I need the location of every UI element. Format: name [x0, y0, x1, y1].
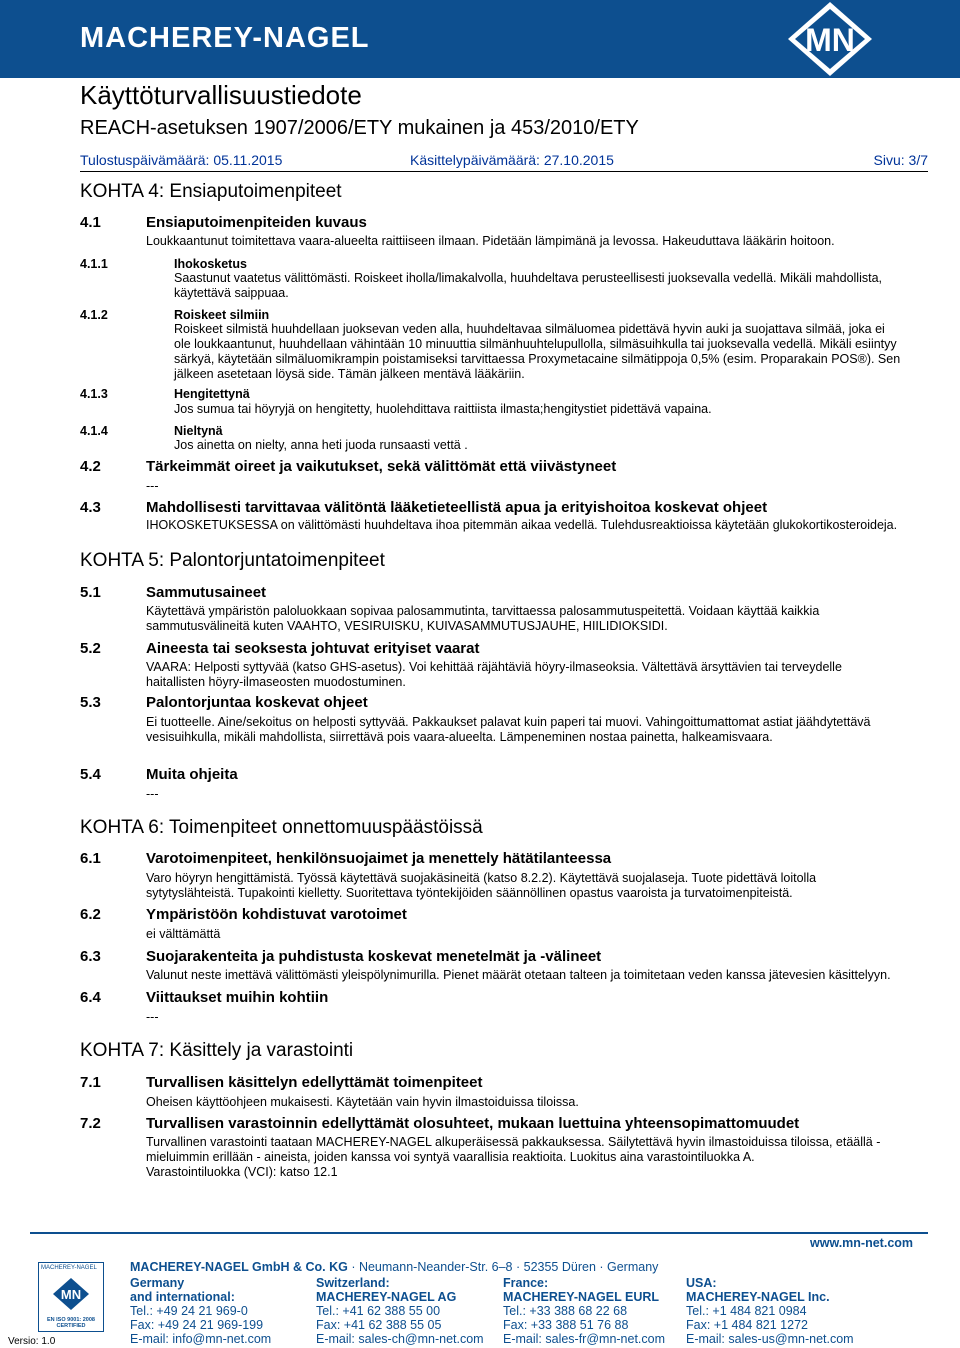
section-7-title: KOHTA 7: Käsittely ja varastointi	[80, 1040, 354, 1061]
subsection-label: Ympäristöön kohdistuvat varotoimet	[146, 906, 407, 923]
text-line: Ei tuotteelle. Aine/sekoitus on helposti syttyvää. Pakkaukset palavat kuin paperi tai muovi. Vahingoittumattomat astiat jäähdytettävä	[146, 715, 871, 729]
subsection-label: Sammutusaineet	[146, 584, 267, 601]
subsection-5-1-text	[146, 604, 819, 634]
subsection-4-3-text	[146, 518, 897, 533]
text-line: Varo höyryn hengittämistä. Työssä käytettävä suojakäsineitä (katso 8.2.2). Käytettävä suojalaseja. Tuote pidettävä loitolla	[146, 871, 817, 885]
company-address: · Neumann-Neander-Str. 6–8 · 52355 Düren · Germany	[347, 1260, 659, 1274]
subsection-4-2-text	[146, 479, 159, 494]
subsection-number: 5.1	[80, 584, 101, 601]
subsection-number: 7.2	[80, 1115, 101, 1132]
subsection-number: 6.4	[80, 989, 101, 1006]
mn-logo-icon	[51, 1277, 91, 1311]
text-line: Turvallinen varastointi taataan MACHEREY-NAGEL alkuperäisessä pakkauksessa. Säilytettävä hyvin ilmastoiduissa tiloissa, etäällä -	[146, 1135, 881, 1149]
subsection-number: 4.1.4	[80, 424, 108, 438]
text-line: Loukkaantunut toimitettava vaara-alueelta raittiiseen ilmaan. Pidetään lämpimänä ja levossa. Hakeuduttava lääkärin hoitoon.	[146, 234, 835, 248]
subsection-6-1-text	[146, 871, 816, 901]
subsection-number: 4.1.1	[80, 257, 108, 271]
text-line: sytytyslähteistä. Tupakointi kielletty. Suoritettava työntekijöiden säännöllinen opastus vaaroista ja turvatoimenpiteistä.	[146, 886, 793, 900]
contact-heading: Germany	[130, 1276, 185, 1290]
text-line: Saastunut vaatetus välittömästi. Roiskeet iholla/limakalvolla, huuhdeltava perusteellisesti juoksevalla vedellä. Mikäli mahdollista,	[174, 271, 883, 285]
contact-fax: Fax: +41 62 388 55 05	[316, 1318, 442, 1332]
contact-heading: France:	[503, 1276, 549, 1290]
contact-email[interactable]: E-mail: sales-ch@mn-net.com	[316, 1332, 484, 1346]
text-line: Valunut neste imettävä välittömästi yleispölynimurilla. Pienet määrät otetaan talteen ja toimitetaan veden kanssa jätevesien käsittelyyn.	[146, 968, 891, 982]
cert-brand: MACHEREY-NAGEL	[41, 1265, 97, 1271]
contact-phone: Tel.: +49 24 21 969-0	[130, 1304, 248, 1318]
text-line: Jos sumua tai höyryjä on hengitetty, huolehdittava raittiista ilmasta;hengitystiet pidettävä vapaina.	[174, 402, 712, 416]
subsection-number: 4.2	[80, 458, 101, 475]
subsection-label: Hengitettynä	[174, 387, 250, 401]
subsection-label: Suojarakenteita ja puhdistusta koskevat menetelmät ja -välineet	[146, 948, 602, 965]
subsection-number: 7.1	[80, 1074, 101, 1091]
subsection-label: Turvallisen varastoinnin edellyttämät olosuhteet, mukaan luettuina yhteensopimattomuudet	[146, 1115, 800, 1132]
footer-divider	[30, 1232, 928, 1234]
contact-email[interactable]: E-mail: sales-fr@mn-net.com	[503, 1332, 666, 1346]
subsection-label: Ihokosketus	[174, 257, 247, 271]
contact-fax: Fax: +1 484 821 1272	[686, 1318, 808, 1332]
subsection-6-2-text	[146, 927, 220, 942]
subsection-6-4-text	[146, 1010, 159, 1025]
mn-logo-icon	[782, 0, 878, 80]
text-line: Käytettävä ympäristön paloluokkaan sopivaa palosammutinta, tarvittaessa palosammutuspeitettä. Voidaan käyttää kaikkia	[146, 604, 820, 618]
contact-subheading: MACHEREY-NAGEL AG	[316, 1290, 457, 1304]
subsection-label: Tärkeimmät oireet ja vaikutukset, sekä välittömät että viivästyneet	[146, 458, 617, 475]
text-line: jälkeen asetetaan löysä side. Tämän jälkeen mentävä lääkäriin.	[174, 367, 525, 381]
subsection-label: Palontorjuntaa koskevat ohjeet	[146, 694, 368, 711]
iso-certificate-badge	[38, 1262, 104, 1332]
subsection-4-1-1-text	[174, 271, 882, 301]
text-line: ole loukkaantunut, huuhdellaan vähintään 10 minuuttia silmänhuuhtelupullolla, silmäsuihkulla tai juoksevalla vedellä. Mikäli esiintyy	[174, 337, 897, 351]
text-line: särkyä, käytetään silmäluomikrampin poistamiseksi tarvittaessa Proxymetacaine silmätippoja 0,5% (esim. Proparakain POS®). Sen	[174, 352, 901, 366]
subsection-7-1-text	[146, 1095, 579, 1110]
section-5-title: KOHTA 5: Palontorjuntatoimenpiteet	[80, 550, 385, 571]
version-label: Versio: 1.0	[8, 1336, 56, 1347]
subsection-7-2-text	[146, 1135, 880, 1180]
text-line: ---	[146, 1010, 159, 1024]
contact-heading: USA:	[686, 1276, 717, 1290]
page-number: Sivu: 3/7	[873, 152, 928, 168]
text-line: sammutusvälineitä kuten VAAHTO, VESIRUISKU, KUIVASAMMUTUSJAUHE, HIILIDIOKSIDI.	[146, 619, 668, 633]
subsection-6-3-text	[146, 968, 891, 983]
subsection-number: 6.1	[80, 850, 101, 867]
contact-fax: Fax: +33 388 51 76 88	[503, 1318, 629, 1332]
contact-subheading: MACHEREY-NAGEL Inc.	[686, 1290, 830, 1304]
contact-phone: Tel.: +41 62 388 55 00	[316, 1304, 441, 1318]
subsection-label: Nieltynä	[174, 424, 223, 438]
contact-heading: Switzerland:	[316, 1276, 390, 1290]
text-line: käytettävä saippuaa.	[174, 286, 289, 300]
text-line: Jos ainetta on nielty, anna heti juoda runsaasti vettä .	[174, 438, 468, 452]
divider	[80, 171, 928, 172]
text-line: vesisuihkulla, mikäli mahdollista, siirrettävä pois vaara-alueelta. Lämpeneminen nostaa painetta, halkeamisvaara.	[146, 730, 773, 744]
contact-phone: Tel.: +33 388 68 22 68	[503, 1304, 628, 1318]
text-line: ei välttämättä	[146, 927, 221, 941]
section-4-title: KOHTA 4: Ensiaputoimenpiteet	[80, 181, 342, 202]
subsection-label: Varotoimenpiteet, henkilönsuojaimet ja menettely hätätilanteessa	[146, 850, 612, 867]
cert-label: EN ISO 9001: 2008 CERTIFIED	[46, 1317, 95, 1329]
brand-name: MACHEREY-NAGEL	[80, 22, 370, 54]
subsection-5-4-text	[146, 787, 159, 802]
subsection-number: 4.1	[80, 214, 101, 231]
contact-france	[503, 1276, 665, 1346]
text-line: VAARA: Helposti syttyvää (katso GHS-asetus). Voi kehittää räjähtäviä höyry-ilmaseoksia. Vältettävä ärsyttävien tai terveydelle	[146, 660, 842, 674]
subsection-label: Aineesta tai seoksesta johtuvat erityiset vaarat	[146, 640, 480, 657]
print-date: Tulostuspäivämäärä: 05.11.2015	[80, 152, 283, 168]
text-line: Oheisen käyttöohjeen mukaisesti. Käytetään vain hyvin ilmastoiduissa tiloissa.	[146, 1095, 579, 1109]
contact-switzerland	[316, 1276, 484, 1346]
company-name: MACHEREY-NAGEL GmbH & Co. KG	[130, 1260, 348, 1274]
subsection-number: 5.3	[80, 694, 101, 711]
text-line: mieluimmin erillään - aineista, joiden kanssa voi syntyä vaarallisia reaktioita. Luokitus aina varastointiluokka A.	[146, 1150, 755, 1164]
contact-fax: Fax: +49 24 21 969-199	[130, 1318, 264, 1332]
contact-phone: Tel.: +1 484 821 0984	[686, 1304, 807, 1318]
document-title: Käyttöturvallisuustiedote	[80, 80, 362, 110]
document-subtitle: REACH-asetuksen 1907/2006/ETY mukainen ja 453/2010/ETY	[80, 117, 639, 139]
svg-text:MN: MN	[805, 22, 855, 58]
text-line: ---	[146, 787, 159, 801]
text-line: Roiskeet silmistä huuhdellaan juoksevan veden alla, huuhdeltavaa silmäluomea pidettävä hyvin auki ja suojattava silmää, joka ei	[174, 322, 885, 336]
subsection-label: Ensiaputoimenpiteiden kuvaus	[146, 214, 367, 231]
contact-usa	[686, 1276, 854, 1346]
subsection-4-1-3-text	[174, 402, 712, 417]
contact-germany	[130, 1276, 271, 1346]
text-line: Varastointiluokka (VCI): katso 12.1	[146, 1165, 338, 1179]
subsection-4-1-2-text	[174, 322, 900, 382]
subsection-label: Turvallisen käsittelyn edellyttämät toimenpiteet	[146, 1074, 483, 1091]
subsection-label: Viittaukset muihin kohtiin	[146, 989, 329, 1006]
subsection-number: 4.1.3	[80, 387, 108, 401]
subsection-label: Mahdollisesti tarvittavaa välitöntä lääketieteellistä apua ja erityishoitoa koskevat ohjeet	[146, 499, 768, 516]
contact-email[interactable]: E-mail: sales-us@mn-net.com	[686, 1332, 854, 1346]
text-line: IHOKOSKETUKSESSA on välittömästi huuhdeltava ihoa pitemmän aikaa vedellä. Tulehdusreaktioissa käytetään glukokortikosteroideja.	[146, 518, 898, 532]
subsection-label: Muita ohjeita	[146, 766, 238, 783]
contact-subheading: MACHEREY-NAGEL EURL	[503, 1290, 660, 1304]
contact-email[interactable]: E-mail: info@mn-net.com	[130, 1332, 272, 1346]
subsection-number: 6.2	[80, 906, 101, 923]
subsection-number: 6.3	[80, 948, 101, 965]
subsection-number: 5.4	[80, 766, 101, 783]
contact-subheading: and international:	[130, 1290, 235, 1304]
website-link[interactable]: www.mn-net.com	[810, 1236, 914, 1250]
svg-text:MN: MN	[60, 1287, 82, 1302]
subsection-label: Roiskeet silmiin	[174, 308, 270, 322]
text-line: haitallisten höyry-ilmaseosten muodostuminen.	[146, 675, 406, 689]
subsection-number: 4.1.2	[80, 308, 108, 322]
subsection-5-2-text	[146, 660, 842, 690]
subsection-5-3-text	[146, 715, 871, 745]
process-date: Käsittelypäivämäärä: 27.10.2015	[410, 152, 614, 168]
subsection-4-1-4-text	[174, 438, 468, 453]
subsection-number: 5.2	[80, 640, 101, 657]
company-line	[130, 1260, 658, 1274]
header-bar	[0, 0, 960, 78]
section-6-title: KOHTA 6: Toimenpiteet onnettomuuspäästöissä	[80, 817, 483, 838]
text-line: ---	[146, 479, 159, 493]
subsection-4-1-text	[146, 234, 835, 249]
subsection-number: 4.3	[80, 499, 101, 516]
